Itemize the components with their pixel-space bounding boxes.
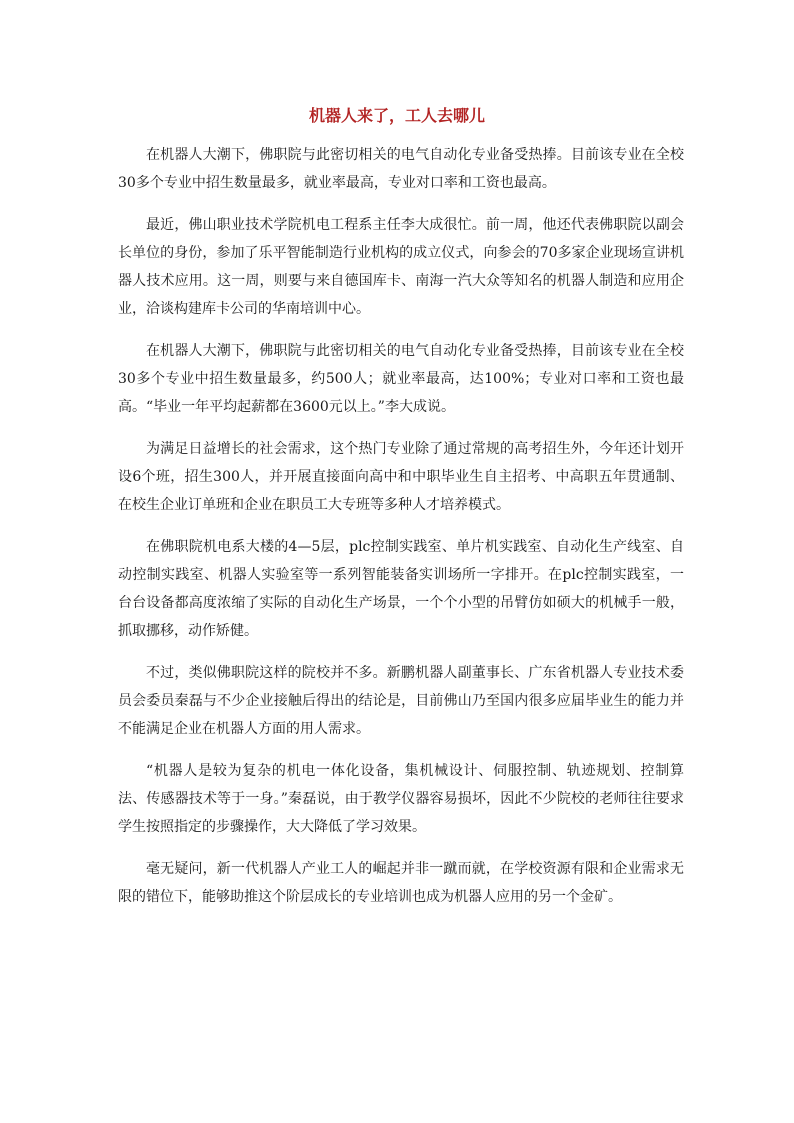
paragraph: 为满足日益增长的社会需求，这个热门专业除了通过常规的高考招生外，今年还计划开设6个班，招生300人，并开展直接面向高中和中职毕业生自主招考、中高职五年贯通制、在校生企业订单班和企业在职员工大专班等多种人才培养模式。 xyxy=(118,441,684,513)
paragraph: 不过，类似佛职院这样的院校并不多。新鹏机器人副董事长、广东省机器人专业技术委员会委员秦磊与不少企业接触后得出的结论是，目前佛山乃至国内很多应届毕业生的能力并不能满足企业在机器人方面的用人需求。 xyxy=(118,665,684,737)
paragraph: 最近，佛山职业技术学院机电工程系主任李大成很忙。前一周，他还代表佛职院以副会长单位的身份，参加了乐平智能制造行业机构的成立仪式，向参会的70多家企业现场宣讲机器人技术应用。这一周，则要与来自德国库卡、南海一汽大众等知名的机器人制造和应用企业，洽谈构建库卡公司的华南培训中心。 xyxy=(118,217,684,317)
document-title: 机器人来了，工人去哪儿 xyxy=(308,106,485,125)
paragraph: 在机器人大潮下，佛职院与此密切相关的电气自动化专业备受热捧。目前该专业在全校30多个专业中招生数量最多，就业率最高，专业对口率和工资也最高。 xyxy=(118,147,684,191)
document-body xyxy=(118,141,684,925)
paragraph: “机器人是较为复杂的机电一体化设备，集机械设计、伺服控制、轨迹规划、控制算法、传感器技术等于一身。”秦磊说，由于教学仪器容易损坏，因此不少院校的老师往往要求学生按照指定的步骤操作，大大降低了学习效果。 xyxy=(118,763,684,835)
paragraph: 毫无疑问，新一代机器人产业工人的崛起并非一蹴而就，在学校资源有限和企业需求无限的错位下，能够助推这个阶层成长的专业培训也成为机器人应用的另一个金矿。 xyxy=(118,861,684,905)
paragraph: 在佛职院机电系大楼的4—5层，plc控制实践室、单片机实践室、自动化生产线室、自动控制实践室、机器人实验室等一系列智能装备实训场所一字排开。在plc控制实践室，一台台设备都高度浓缩了实际的自动化生产场景，一个个小型的吊臂仿如硕大的机械手一般，抓取挪移，动作矫健。 xyxy=(118,539,684,639)
paragraph: 在机器人大潮下，佛职院与此密切相关的电气自动化专业备受热捧，目前该专业在全校30多个专业中招生数量最多，约500人；就业率最高，达100%；专业对口率和工资也最高。“毕业一年平均起薪都在3600元以上。”李大成说。 xyxy=(118,343,684,415)
